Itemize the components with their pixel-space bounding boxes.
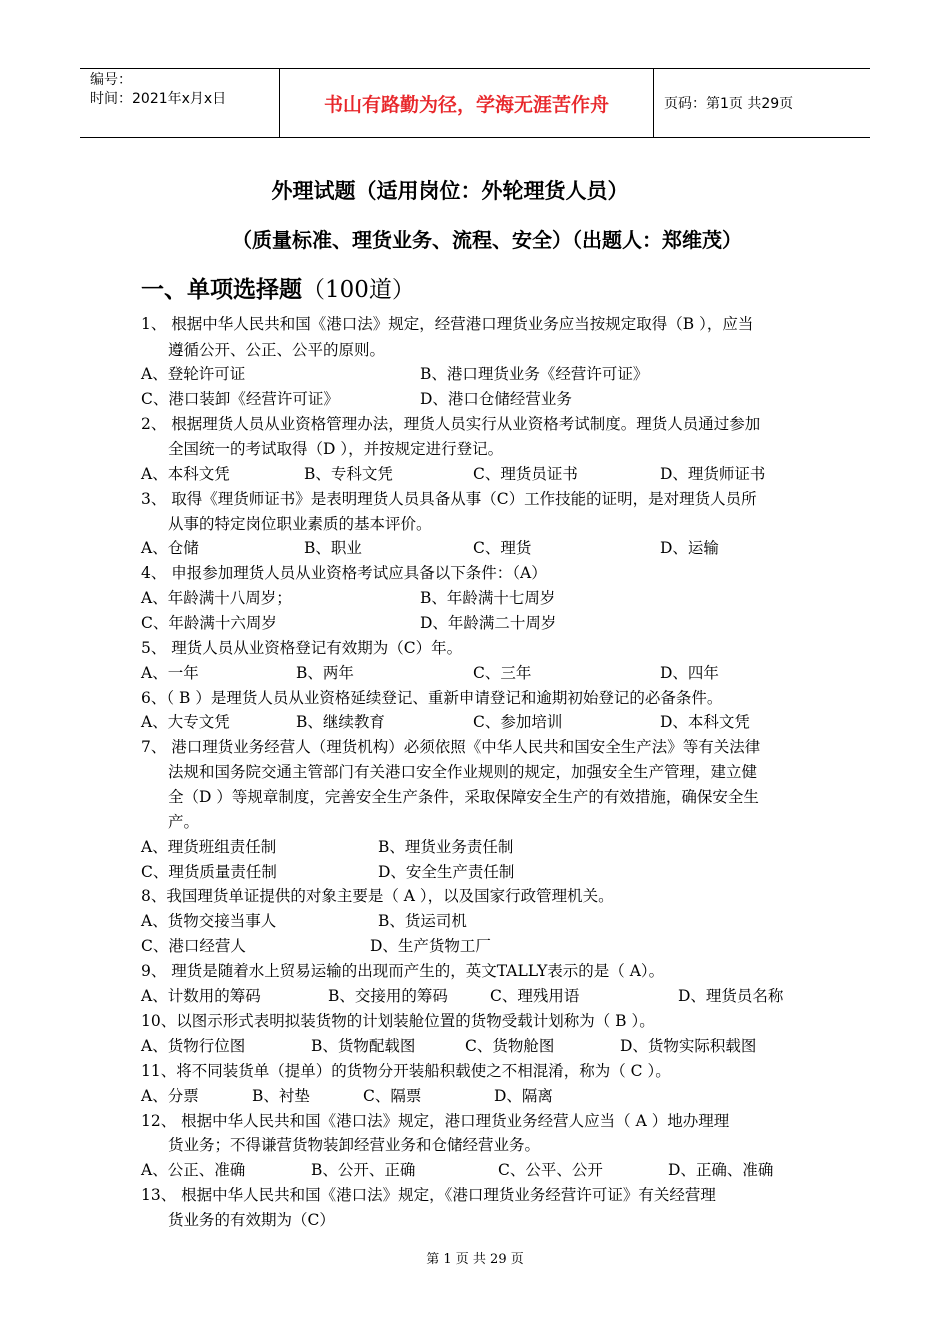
text-line: B、理货业务责任制 [378, 838, 514, 856]
section-count: （100道） [302, 277, 415, 303]
text-line: A、分票 [141, 1087, 199, 1105]
text-line: B、专科文凭 [304, 465, 393, 483]
text-line: B、港口理货业务《经营许可证》 [420, 365, 649, 383]
text-line: B、两年 [296, 664, 354, 682]
text-line: 6、（ B ）是理货人员从业资格延续登记、重新申请登记和逾期初始登记的必备条件。 [141, 689, 723, 707]
text-line: A、货物交接当事人 [141, 912, 277, 930]
text-line: B、继续教育 [296, 713, 385, 731]
text-line: 货业务的有效期为（C） [168, 1211, 335, 1229]
text-line: C、理货 [473, 539, 532, 557]
motto: 书山有路勤为径，学海无涯苦作舟 [280, 69, 654, 137]
text-line: A、登轮许可证 [141, 365, 246, 383]
header-table [80, 68, 870, 138]
text-line: C、隔票 [363, 1087, 422, 1105]
text-line: B、交接用的筹码 [328, 987, 448, 1005]
header-meta-cell [80, 69, 280, 137]
text-line: D、理货员名称 [678, 987, 784, 1005]
page-footer: 第 1 页 共 29 页 [426, 1252, 524, 1267]
text-line: A、理货班组责任制 [141, 838, 277, 856]
text-line: B、货物配载图 [311, 1037, 416, 1055]
text-line: C、理货质量责任制 [141, 863, 277, 881]
text-line: 全国统一的考试取得（D ），并按规定进行登记。 [168, 440, 504, 458]
doc-title: 外理试题（适用岗位：外轮理货人员） [271, 178, 629, 203]
text-line: A、大专文凭 [141, 713, 230, 731]
text-line: 7、 港口理货业务经营人（理货机构）必须依照《中华人民共和国安全生产法》等有关法律 [141, 738, 761, 756]
text-line: D、安全生产责任制 [378, 863, 515, 881]
number-label: 编号： [90, 72, 132, 88]
text-line: A、公正、准确 [141, 1161, 246, 1179]
text-line: D、货物实际积载图 [620, 1037, 757, 1055]
text-line: 4、 申报参加理货人员从业资格考试应具备以下条件：（A） [141, 564, 547, 582]
text-line: D、运输 [660, 539, 719, 557]
text-line: 遵循公开、公正、公平的原则。 [168, 341, 386, 359]
section-heading [141, 271, 415, 304]
text-line: A、仓储 [141, 539, 199, 557]
text-line: C、公平、公开 [498, 1161, 603, 1179]
text-line: 3、 取得《理货师证书》是表明理货人员具备从事（C）工作技能的证明，是对理货人员所 [141, 490, 757, 508]
section-head-text: 一、单项选择题 [141, 276, 302, 303]
text-line: D、生产货物工厂 [370, 937, 491, 955]
text-line: A、计数用的筹码 [141, 987, 261, 1005]
text-line: A、一年 [141, 664, 199, 682]
text-line: 9、 理货是随着水上贸易运输的出现而产生的，英文TALLY表示的是（ A）。 [141, 962, 665, 980]
text-line: A、货物行位图 [141, 1037, 246, 1055]
text-line: C、年龄满十六周岁 [141, 614, 277, 632]
text-line: C、理残用语 [490, 987, 580, 1005]
text-line: B、货运司机 [378, 912, 467, 930]
text-line: 货业务；不得谦营货物装卸经营业务和仓储经营业务。 [168, 1136, 541, 1154]
date-label: 时间：2021年x月x日 [90, 91, 227, 107]
text-line: C、港口经营人 [141, 937, 246, 955]
text-line: 11、将不同装货单（提单）的货物分开装船积载使之不相混淆，称为（ C ）。 [141, 1062, 671, 1080]
text-line: D、年龄满二十周岁 [420, 614, 557, 632]
text-line: D、正确、准确 [668, 1161, 774, 1179]
text-line: 从事的特定岗位职业素质的基本评价。 [168, 515, 432, 533]
page-info: 页码：第1页 共29页 [664, 96, 794, 112]
text-line: 1、 根据中华人民共和国《港口法》规定，经营港口理货业务应当按规定取得（B ），应当 [141, 315, 754, 333]
text-line: 12、 根据中华人民共和国《港口法》规定，港口理货业务经营人应当（ A ）地办理理 [141, 1112, 730, 1130]
text-line: C、理货员证书 [473, 465, 578, 483]
text-line: 10、以图示形式表明拟装货物的计划装舱位置的货物受载计划称为（ B ）。 [141, 1012, 655, 1030]
text-line: C、货物舱图 [465, 1037, 555, 1055]
text-line: B、衬垫 [252, 1087, 310, 1105]
text-line: D、四年 [660, 664, 719, 682]
text-line: A、年龄满十八周岁； [141, 589, 292, 607]
text-line: D、理货师证书 [660, 465, 766, 483]
text-line: C、港口装卸《经营许可证》 [141, 390, 339, 408]
text-line: B、公开、正确 [311, 1161, 416, 1179]
text-line: 产。 [168, 813, 200, 831]
text-line: 13、 根据中华人民共和国《港口法》规定，《港口理货业务经营许可证》有关经营理 [141, 1186, 716, 1204]
text-line: D、港口仓储经营业务 [420, 390, 572, 408]
text-line: 法规和国务院交通主管部门有关港口安全作业规则的规定，加强安全生产管理，建立健 [168, 763, 758, 781]
text-line: D、本科文凭 [660, 713, 750, 731]
text-line: 全（D ）等规章制度，完善安全生产条件，采取保障安全生产的有效措施，确保安全生 [168, 788, 759, 806]
doc-subtitle: （质量标准、理货业务、流程、安全）（出题人：郑维茂） [232, 228, 742, 252]
text-line: B、年龄满十七周岁 [420, 589, 556, 607]
text-line: B、职业 [304, 539, 362, 557]
text-line: D、隔离 [494, 1087, 553, 1105]
text-line: 2、 根据理货人员从业资格管理办法，理货人员实行从业资格考试制度。理货人员通过参加 [141, 415, 761, 433]
text-line: C、三年 [473, 664, 532, 682]
text-line: 5、 理货人员从业资格登记有效期为（C）年。 [141, 639, 463, 657]
text-line: A、本科文凭 [141, 465, 230, 483]
text-line: C、参加培训 [473, 713, 563, 731]
text-line: 8、我国理货单证提供的对象主要是（ A ），以及国家行政管理机关。 [141, 887, 614, 905]
